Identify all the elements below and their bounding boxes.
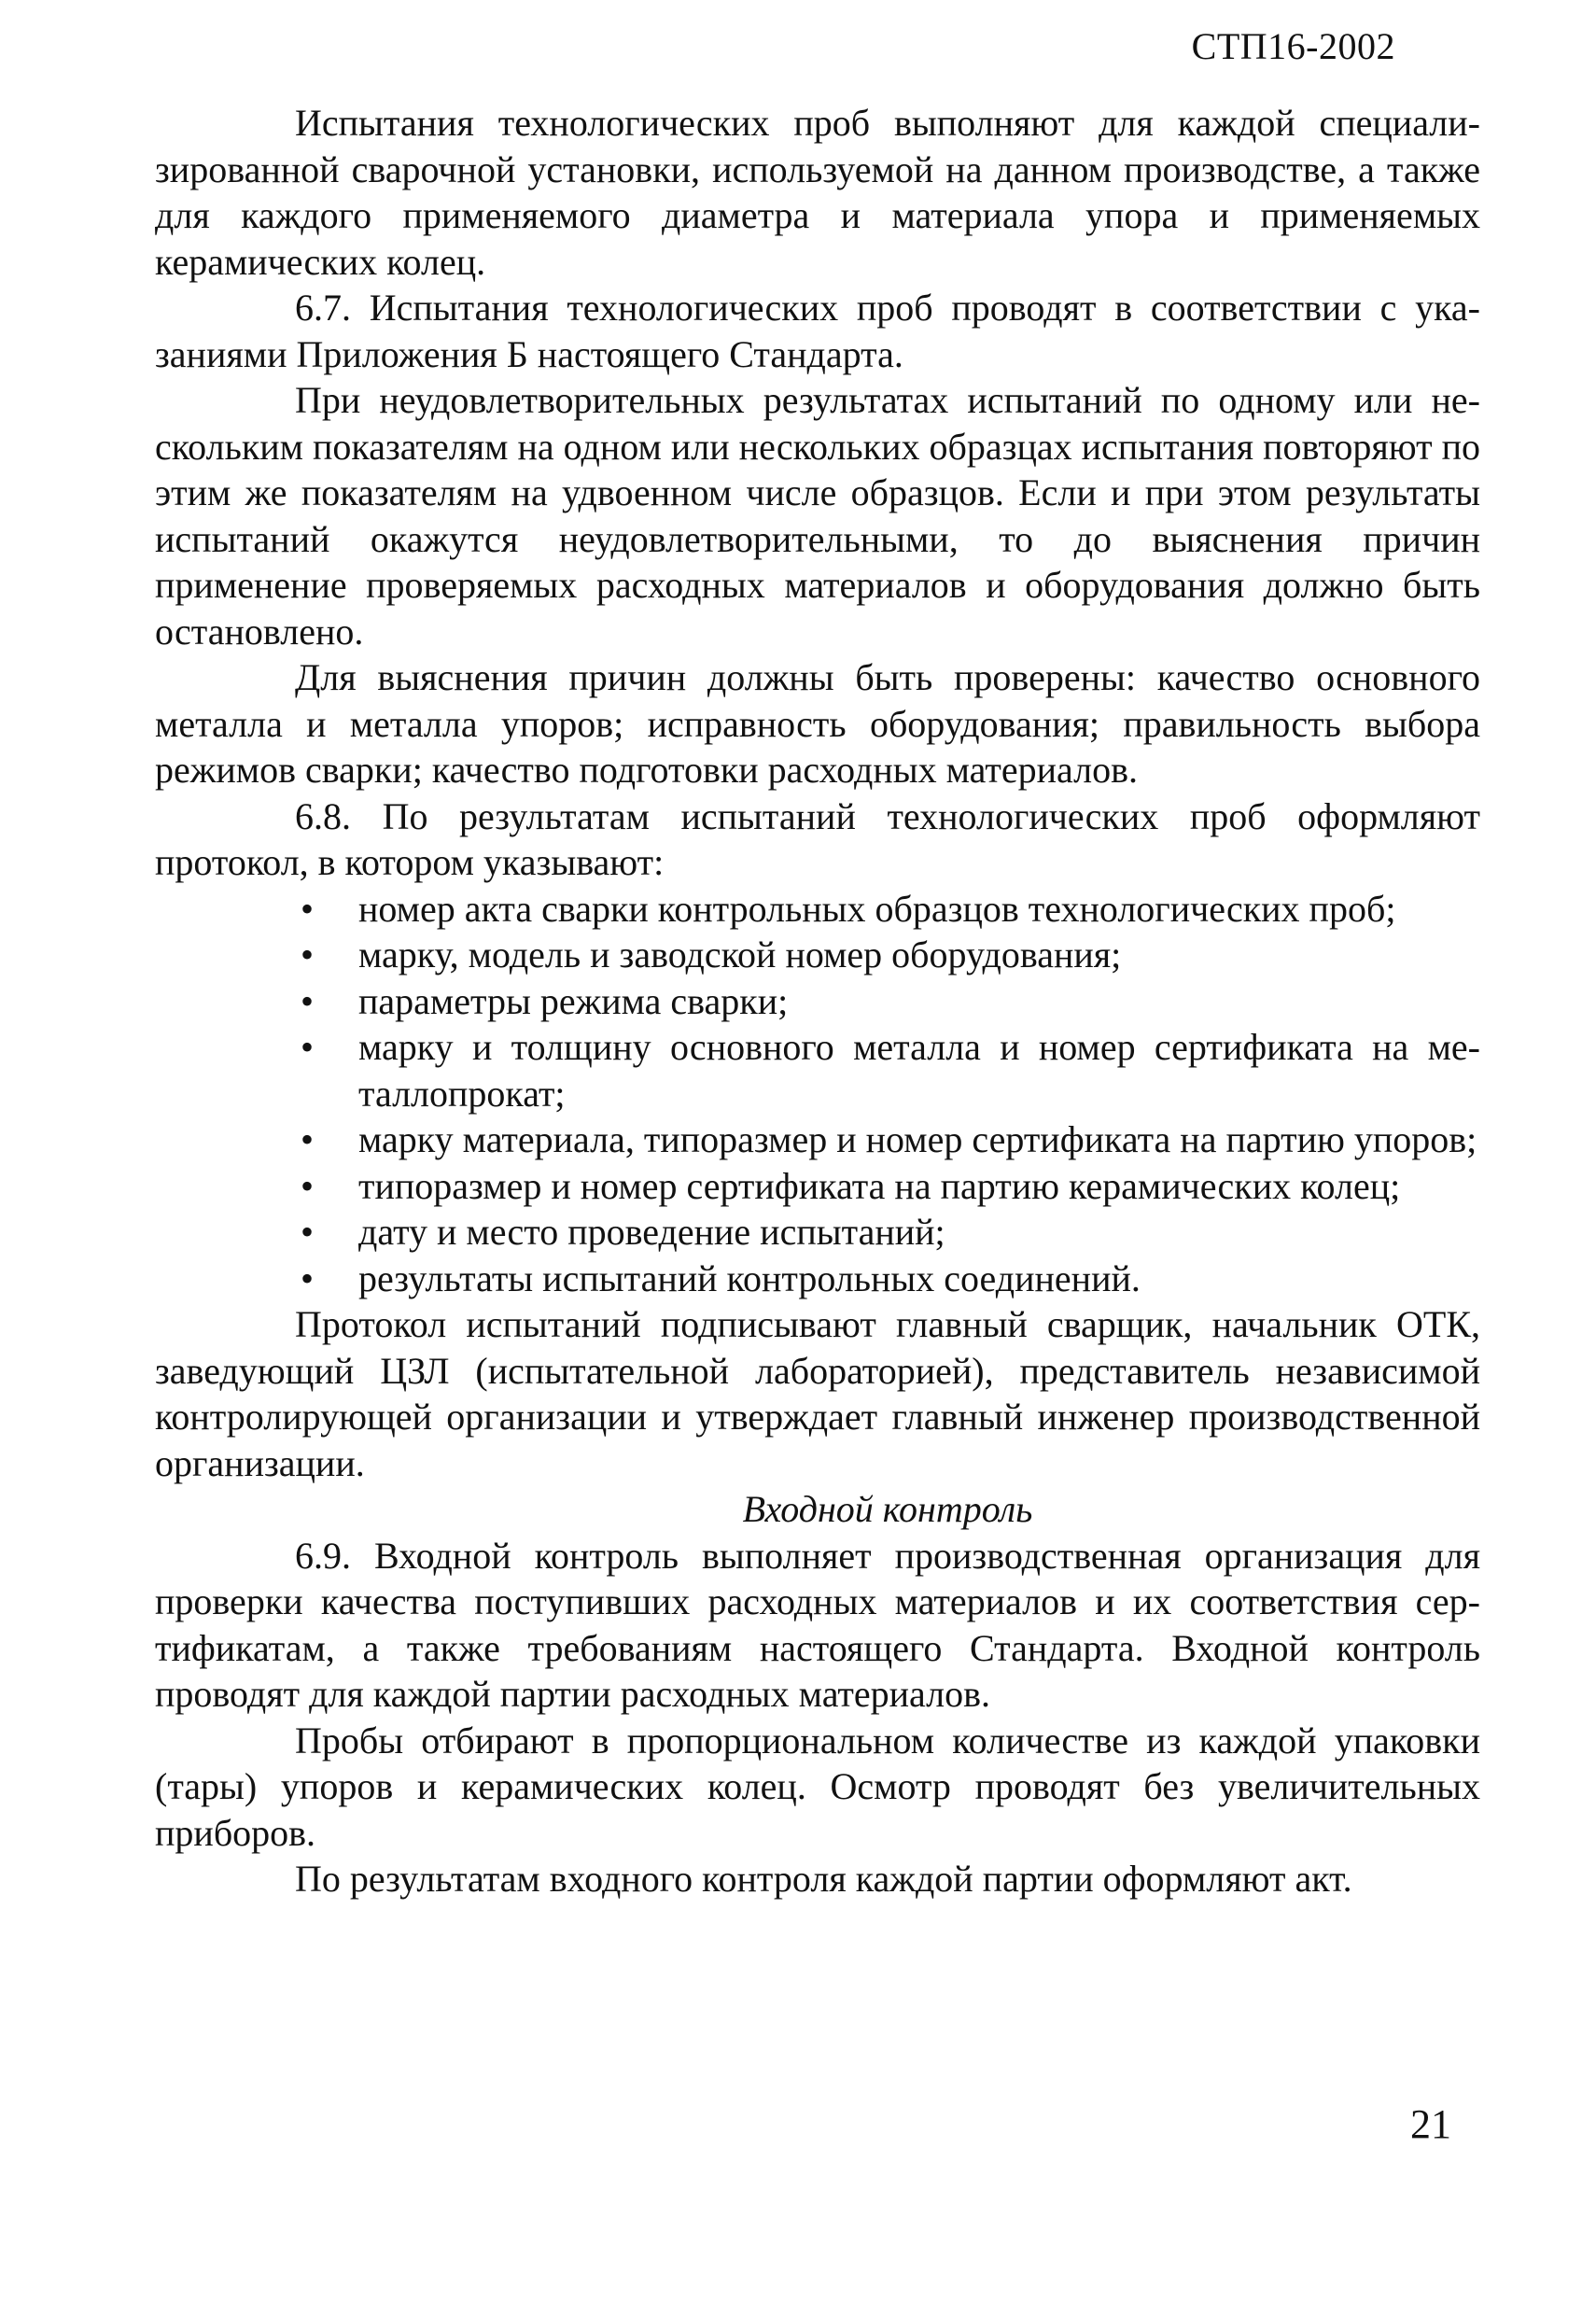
list-item: [155, 1024, 1480, 1116]
list-item-text: дату и место проведение испытаний;: [358, 1211, 945, 1253]
list-item: [155, 1256, 1480, 1302]
bullet-icon: •: [300, 1118, 314, 1160]
paragraph: По результатам входного контроля каждой партии оформляют акт.: [295, 1858, 1352, 1900]
paragraph: 6.7. Испытания технологических проб проводят в соответствии с указаниями Приложения Б настоящего Стандарта.: [155, 287, 1480, 375]
bullet-list: [155, 886, 1480, 1302]
paragraph: 6.9. Входной контроль выполняет производственная организация для проверки качества поступивших расходных материалов и их соответствия сертификатам, а также требованиям настоящего Стандарта. Входной контроль проводят для каждой партии расходных материалов.: [155, 1534, 1480, 1715]
paragraph: Протокол испытаний подписывают главный сварщик, начальник ОТК, заведующий ЦЗЛ (испытательной лабораторией), представитель независимой контролирующей организации и утверждает главный инженер производственной организации.: [155, 1303, 1480, 1484]
paragraph: Для выяснения причин должны быть проверены: качество основного металла и металла упоров; исправность оборудования; правильность выбора режимов сварки; качество подготовки расходных материалов.: [155, 656, 1480, 791]
bullet-icon: •: [300, 979, 314, 1022]
bullet-icon: •: [300, 887, 314, 930]
paragraph: 6.8. По результатам испытаний технологических проб оформляют протокол, в котором указывают:: [155, 794, 1480, 883]
list-item: [155, 1163, 1480, 1210]
list-item: [155, 1116, 1480, 1163]
body-text: [155, 100, 1480, 1902]
paragraph: Пробы отбирают в пропорциональном количестве из каждой упаковки (тары) упоров и керамических колец. Осмотр проводят без увеличительных приборов.: [155, 1719, 1480, 1854]
list-item: [155, 1209, 1480, 1256]
section-heading: Входной контроль: [742, 1488, 1033, 1530]
list-item: [155, 978, 1480, 1025]
page-number: 21: [1410, 2101, 1451, 2147]
bullet-icon: •: [300, 933, 314, 976]
paragraph: При неудовлетворительных результатах испытаний по одному или нескольким показателям на одном или нескольких образцах испытания повторяют по этим же показателям на удвоенном числе образцов. Если и при этом результаты испытаний окажутся неудовлетворительными, то до выяснения причин применение проверяемых расходных материалов и оборудования должно быть остановлено.: [155, 379, 1480, 653]
bullet-icon: •: [300, 1256, 314, 1299]
bullet-icon: •: [300, 1026, 314, 1068]
paragraph: Испытания технологических проб выполняют для каждой специализированной сварочной установки, используемой на данном производстве, а также для каждого применяемого диаметра и материала упора и применяемых керамических колец.: [155, 102, 1480, 283]
list-item-text: номер акта сварки контрольных образцов технологических проб;: [358, 887, 1396, 930]
list-item: [155, 886, 1480, 933]
list-item-text: марку и толщину основного металла и номер сертификата на металлопрокат;: [358, 1026, 1480, 1115]
list-item-text: типоразмер и номер сертификата на партию керамических колец;: [358, 1164, 1401, 1207]
list-item-text: параметры режима сварки;: [358, 979, 789, 1022]
document-code: СТП16-2002: [1191, 25, 1395, 67]
list-item-text: марку, модель и заводской номер оборудования;: [358, 933, 1122, 976]
list-item: [155, 932, 1480, 978]
bullet-icon: •: [300, 1164, 314, 1207]
list-item-text: марку материала, типоразмер и номер сертификата на партию упоров;: [358, 1118, 1477, 1160]
list-item-text: результаты испытаний контрольных соединений.: [358, 1256, 1141, 1299]
bullet-icon: •: [300, 1211, 314, 1253]
